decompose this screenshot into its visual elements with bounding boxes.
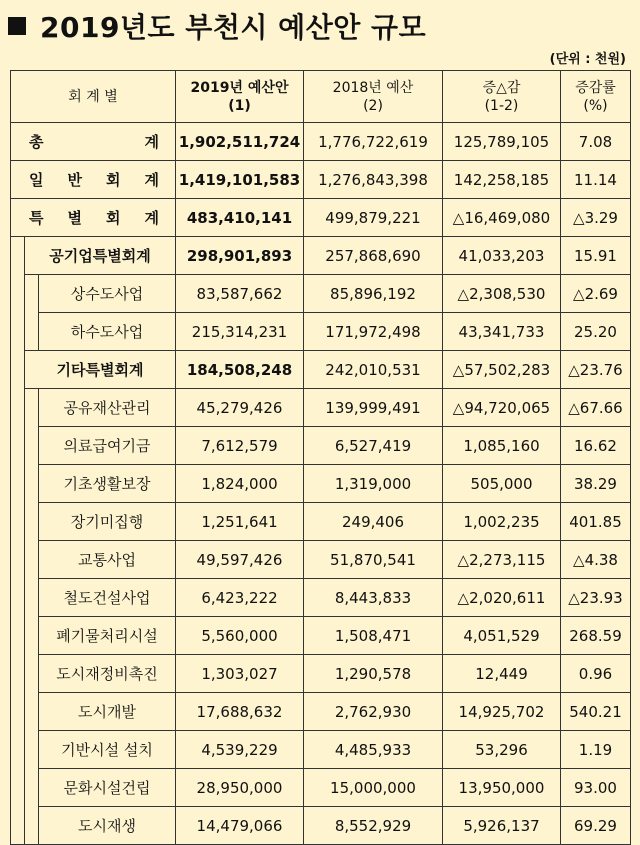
row-label: 교통사업	[39, 541, 176, 579]
table-row	[11, 427, 631, 465]
cell-diff: 4,051,529	[443, 617, 561, 655]
cell-rate: △67.66	[561, 389, 631, 427]
cell-2018: 8,443,833	[304, 579, 443, 617]
row-label: 상수도사업	[39, 275, 176, 313]
table-row	[11, 503, 631, 541]
cell-2019: 1,419,101,583	[176, 161, 304, 199]
cell-2019: 45,279,426	[176, 389, 304, 427]
cell-rate: △23.76	[561, 351, 631, 389]
cell-rate: 0.96	[561, 655, 631, 693]
table-row-total	[11, 123, 631, 161]
cell-diff: △2,020,611	[443, 579, 561, 617]
cell-2019: 28,950,000	[176, 769, 304, 807]
cell-2018: 1,276,843,398	[304, 161, 443, 199]
cell-diff: 53,296	[443, 731, 561, 769]
cell-diff: 14,925,702	[443, 693, 561, 731]
cell-diff: 1,002,235	[443, 503, 561, 541]
table-row	[11, 275, 631, 313]
cell-diff: 5,926,137	[443, 807, 561, 845]
cell-2018: 2,762,930	[304, 693, 443, 731]
square-bullet-icon	[8, 17, 26, 35]
header-diff-line1: 증△감	[482, 79, 521, 96]
cell-2019: 1,303,027	[176, 655, 304, 693]
cell-diff: 43,341,733	[443, 313, 561, 351]
table-row	[11, 389, 631, 427]
header-2018	[304, 71, 443, 123]
cell-rate: 7.08	[561, 123, 631, 161]
cell-rate: 93.00	[561, 769, 631, 807]
cell-2019: 483,410,141	[176, 199, 304, 237]
table-row	[11, 807, 631, 845]
cell-2018: 499,879,221	[304, 199, 443, 237]
row-label: 폐기물처리시설	[39, 617, 176, 655]
table-row	[11, 617, 631, 655]
cell-diff: 125,789,105	[443, 123, 561, 161]
cell-2019: 5,560,000	[176, 617, 304, 655]
cell-2018: 1,508,471	[304, 617, 443, 655]
cell-2019: 1,902,511,724	[176, 123, 304, 161]
cell-rate: △23.93	[561, 579, 631, 617]
cell-diff: △57,502,283	[443, 351, 561, 389]
cell-2019: 6,423,222	[176, 579, 304, 617]
row-label: 특 별 회 계	[11, 199, 176, 237]
row-label: 일 반 회 계	[11, 161, 176, 199]
cell-2019: 4,539,229	[176, 731, 304, 769]
cell-rate: 15.91	[561, 237, 631, 275]
cell-2018: 85,896,192	[304, 275, 443, 313]
row-label: 하수도사업	[39, 313, 176, 351]
row-label: 도시재정비촉진	[39, 655, 176, 693]
page-title-text: 2019년도 부천시 예산안 규모	[40, 11, 427, 44]
cell-2018: 1,290,578	[304, 655, 443, 693]
header-account	[11, 71, 176, 123]
cell-2018: 257,868,690	[304, 237, 443, 275]
cell-2018: 51,870,541	[304, 541, 443, 579]
table-header-row	[11, 71, 631, 123]
cell-rate: △4.38	[561, 541, 631, 579]
row-label: 공유재산관리	[39, 389, 176, 427]
cell-2018: 6,527,419	[304, 427, 443, 465]
header-2018-line2: (2)	[363, 97, 383, 114]
header-rate-line1: 증감률	[575, 79, 616, 96]
cell-2018: 8,552,929	[304, 807, 443, 845]
row-label: 장기미집행	[39, 503, 176, 541]
header-account-text: 회 계 별	[68, 88, 118, 105]
header-2019-line2: (1)	[228, 97, 251, 114]
cell-2019: 215,314,231	[176, 313, 304, 351]
cell-diff: 41,033,203	[443, 237, 561, 275]
header-2019	[176, 71, 304, 123]
table-row	[11, 541, 631, 579]
cell-2018: 4,485,933	[304, 731, 443, 769]
cell-rate: △2.69	[561, 275, 631, 313]
table-row	[11, 769, 631, 807]
row-label: 도시개발	[39, 693, 176, 731]
table-row-general	[11, 161, 631, 199]
row-label: 공기업특별회계	[25, 237, 176, 275]
cell-rate: 38.29	[561, 465, 631, 503]
row-label: 기타특별회계	[25, 351, 176, 389]
cell-2018: 171,972,498	[304, 313, 443, 351]
cell-rate: 11.14	[561, 161, 631, 199]
cell-rate: 268.59	[561, 617, 631, 655]
row-label: 도시재생	[39, 807, 176, 845]
page-title	[8, 6, 426, 46]
header-2018-line1: 2018년 예산	[332, 79, 414, 96]
cell-diff: 13,950,000	[443, 769, 561, 807]
table-row-group-other	[11, 351, 631, 389]
cell-2019: 184,508,248	[176, 351, 304, 389]
cell-2019: 17,688,632	[176, 693, 304, 731]
header-2019-line1: 2019년 예산안	[190, 79, 289, 96]
cell-2018: 242,010,531	[304, 351, 443, 389]
cell-2018: 139,999,491	[304, 389, 443, 427]
cell-2018: 1,319,000	[304, 465, 443, 503]
header-rate	[561, 71, 631, 123]
header-diff-line2: (1-2)	[484, 97, 519, 114]
cell-rate: 540.21	[561, 693, 631, 731]
row-label: 철도건설사업	[39, 579, 176, 617]
budget-table	[10, 70, 631, 845]
cell-diff: 505,000	[443, 465, 561, 503]
table-row	[11, 693, 631, 731]
row-label: 의료급여기금	[39, 427, 176, 465]
cell-2019: 1,251,641	[176, 503, 304, 541]
cell-rate: △3.29	[561, 199, 631, 237]
cell-2019: 14,479,066	[176, 807, 304, 845]
table-row-special	[11, 199, 631, 237]
indent-spacer	[11, 237, 25, 845]
cell-diff: △2,308,530	[443, 275, 561, 313]
cell-rate: 69.29	[561, 807, 631, 845]
header-rate-line2: (%)	[583, 97, 608, 114]
table-row	[11, 313, 631, 351]
table-row	[11, 655, 631, 693]
row-label: 기초생활보장	[39, 465, 176, 503]
cell-diff: △16,469,080	[443, 199, 561, 237]
cell-2019: 49,597,426	[176, 541, 304, 579]
cell-2018: 15,000,000	[304, 769, 443, 807]
table-row	[11, 579, 631, 617]
cell-diff: 1,085,160	[443, 427, 561, 465]
table-row-group-public	[11, 237, 631, 275]
cell-rate: 1.19	[561, 731, 631, 769]
header-diff	[443, 71, 561, 123]
cell-rate: 25.20	[561, 313, 631, 351]
indent-spacer	[25, 389, 39, 845]
cell-rate: 16.62	[561, 427, 631, 465]
cell-diff: 12,449	[443, 655, 561, 693]
row-label: 문화시설건립	[39, 769, 176, 807]
cell-2019: 83,587,662	[176, 275, 304, 313]
row-label: 기반시설 설치	[39, 731, 176, 769]
cell-2019: 7,612,579	[176, 427, 304, 465]
cell-2018: 1,776,722,619	[304, 123, 443, 161]
table-row	[11, 465, 631, 503]
cell-diff: △2,273,115	[443, 541, 561, 579]
cell-diff: △94,720,065	[443, 389, 561, 427]
cell-2019: 298,901,893	[176, 237, 304, 275]
cell-rate: 401.85	[561, 503, 631, 541]
table-row	[11, 731, 631, 769]
cell-2019: 1,824,000	[176, 465, 304, 503]
unit-label: (단위 : 천원)	[549, 52, 626, 67]
row-label: 총 계	[11, 123, 176, 161]
indent-spacer	[25, 275, 39, 351]
cell-diff: 142,258,185	[443, 161, 561, 199]
cell-2018: 249,406	[304, 503, 443, 541]
